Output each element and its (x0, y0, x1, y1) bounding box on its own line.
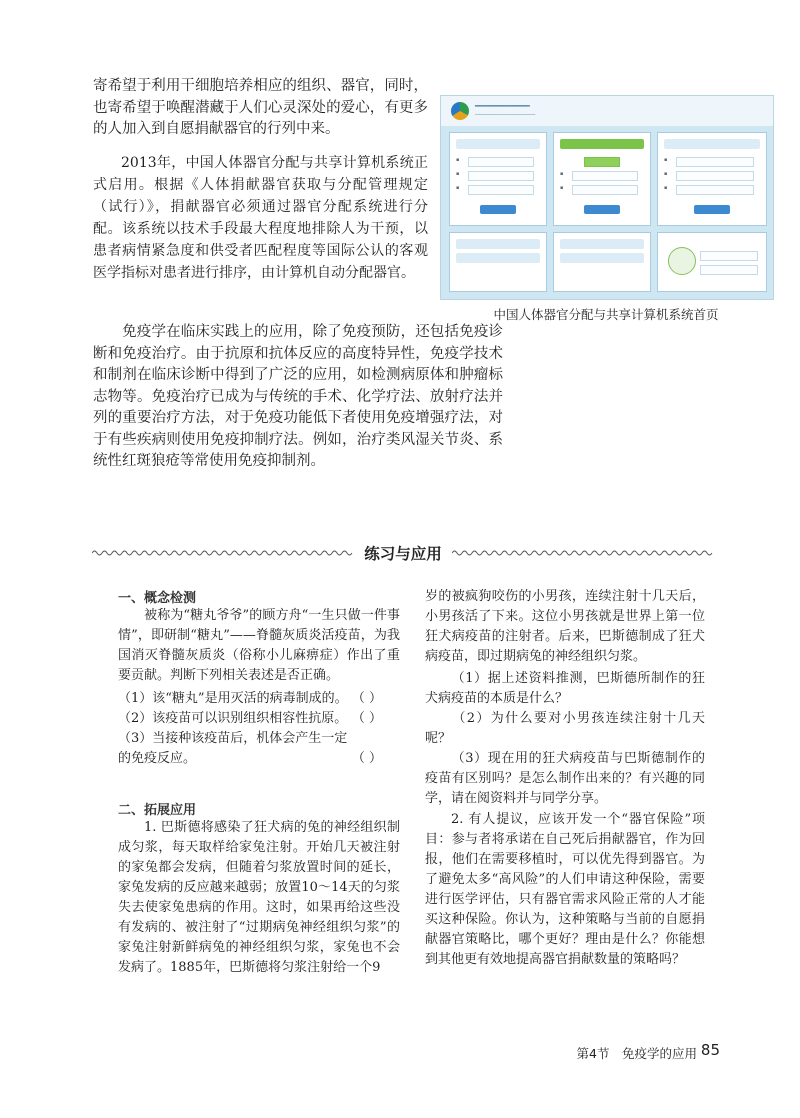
sub-question-text: （2）为什么要对小男孩连续注射十几天呢？ (425, 711, 705, 746)
panel-bar (456, 239, 540, 249)
panel-field (572, 185, 638, 195)
login-panel-middle: ▪ ▪ (553, 132, 651, 226)
login-panel-right: ▪ ▪ ▪ (657, 132, 767, 226)
page-number: 85 (700, 1041, 720, 1059)
extension-q1-part1 (118, 818, 400, 978)
concept-item (118, 689, 400, 709)
panel-button (694, 205, 730, 214)
system-logo-icon (451, 102, 469, 120)
panel-field (468, 171, 534, 181)
extension-q1-part2: 岁的被疯狗咬伤的小男孩，连续注射十几天后，小男孩活了下来。这位小男孩就是世界上第一位狂犬病疫苗的注射者。后来，巴斯德制成了狂犬病疫苗，即过期病兔的神经组织匀浆。 (425, 589, 705, 664)
extension-subquestions (425, 669, 705, 809)
panel-field (572, 171, 638, 181)
answer-blank: （ ） (351, 691, 382, 706)
panel-bar (560, 253, 644, 263)
concept-item-text: （1）该“糖丸”是用灭活的病毒制成的。 (118, 691, 348, 706)
panel-field (700, 265, 758, 275)
figure-header (441, 96, 773, 126)
info-panel-right (657, 232, 767, 292)
extension-q2-text: 2. 有人提议，应该开发一个“器官保险”项目：参与者将承诺在自己死后捐献器官，作为回报，他们在需要移植时，可以优先得到器官。为了避免太多“高风险”的人们申请这种保险，需要进行医学评估，只有器官需求风险正常的人才能买这种保险。你认为，这种策略与当前的自愿捐献器官策略比，哪个更好？理由是什么？你能想到其他更有效地提高器官捐献数量的策略吗？ (425, 812, 705, 967)
footer-section-title: 第4节 免疫学的应用 (576, 1046, 697, 1061)
panel-bar (456, 139, 540, 149)
wavy-rule-left (92, 549, 354, 557)
answer-blank: （ ） (351, 751, 382, 766)
intro-paragraph: 寄希望于利用干细胞培养相应的组织、器官，同时，也寄希望于唤醒潜藏于人们心灵深处的爱心，有更多的人加入到自愿捐献器官的行列中来。 (93, 78, 428, 137)
concept-check-stem (118, 606, 400, 686)
panel-field (584, 157, 620, 167)
sub-question (425, 749, 705, 809)
concept-item (118, 729, 400, 769)
login-panel-left: ▪ ▪ ▪ (449, 132, 547, 226)
system-homepage-figure (440, 95, 774, 300)
extension-q2 (425, 810, 705, 970)
extension-q1-part1-text: 1. 巴斯德将感染了狂犬病的兔的神经组织制成匀浆，每天取样给家兔注射。开始几天被注射的家兔都会发病，但随着匀浆放置时间的延长，家兔发病的反应越来越弱；放置10～14天的匀浆失去使家兔患病的作用。这时，如果再给这些没有发病的、被注射了“过期病兔神经组织匀浆”的家兔注射新鲜病兔的神经组织匀浆，家兔也不会发病了。1885年，巴斯德将匀浆注射给一个9 (118, 820, 400, 975)
immunology-paragraph-text: 免疫学在临床实践上的应用，除了免疫预防，还包括免疫诊断和免疫治疗。由于抗原和抗体反应的高度特异性，免疫学技术和制剂在临床诊断中得到了广泛的应用，如检测病原体和肿瘤标志物等。免疫治疗已成为与传统的手术、化学疗法、放射疗法并列的重要治疗方法，对于免疫功能低下者使用免疫增强疗法，对于有些疾病则使用免疫抑制疗法。例如，治疗类风湿关节炎、系统性红斑狼疮等常使用免疫抑制剂。 (93, 324, 503, 469)
panel-button (584, 205, 620, 214)
sub-question-text: （3）现在用的狂犬病疫苗与巴斯德制作的疫苗有区别吗？是怎么制作出来的？有兴趣的同学，请在阅资料并与同学分享。 (425, 751, 705, 806)
extension-heading: 二、拓展应用 (118, 803, 197, 818)
panel-field (468, 157, 534, 167)
immunology-paragraph (93, 322, 503, 473)
panel-field (676, 185, 754, 195)
exercise-title: 练习与应用 (364, 545, 442, 563)
answer-blank: （ ） (351, 711, 382, 726)
system-paragraph-text: 2013年，中国人体器官分配与共享计算机系统正式启用。根据《人体捐献器官获取与分配管理规定（试行）》，捐献器官必须通过器官分配系统进行分配。该系统以技术手段最大程度地排除人为干预，以患者病情紧急度和供受者匹配程度等国际公认的客观医学指标对患者进行排序，由计算机自动分配器官。 (93, 155, 428, 281)
panel-bar (560, 139, 644, 149)
panel-bar (560, 239, 644, 249)
figure-caption: 中国人体器官分配与共享计算机系统首页 (493, 307, 719, 322)
panel-bar (664, 139, 760, 149)
concept-check-heading: 一、概念检测 (118, 591, 197, 606)
sub-question (425, 669, 705, 709)
panel-field (468, 185, 534, 195)
panel-button (480, 205, 516, 214)
panel-field (676, 171, 754, 181)
sub-question (425, 709, 705, 749)
concept-check-stem-text: 被称为“糖丸爷爷”的顾方舟“一生只做一件事情”，即研制“糖丸”——脊髓灰质炎活疫苗，为我国消灭脊髓灰质炎（俗称小儿麻痹症）作出了重要贡献。判断下列相关表述是否正确。 (118, 608, 400, 683)
figure-subtitle-graphic: ──────────────────── (475, 112, 536, 118)
sub-question-text: （1）据上述资料推测，巴斯德所制作的狂犬病疫苗的本质是什么？ (425, 671, 705, 706)
info-panel-left (449, 232, 547, 292)
panel-field (676, 157, 754, 167)
concept-item-text: （2）该疫苗可以识别组织相容性抗原。 (118, 711, 348, 726)
panel-bar (456, 253, 540, 263)
concept-check-items (118, 689, 400, 769)
badge-icon (668, 247, 696, 275)
wavy-rule-right (452, 549, 714, 557)
info-panel-middle (553, 232, 651, 292)
system-paragraph (93, 152, 428, 284)
concept-item (118, 709, 400, 729)
panel-field (700, 251, 758, 261)
concept-item-text: （3）当接种该疫苗后，机体会产生一定的免疫反应。 (118, 731, 348, 766)
figure-title-graphic: ━━━━━━━━━━━━━━ (475, 102, 530, 110)
